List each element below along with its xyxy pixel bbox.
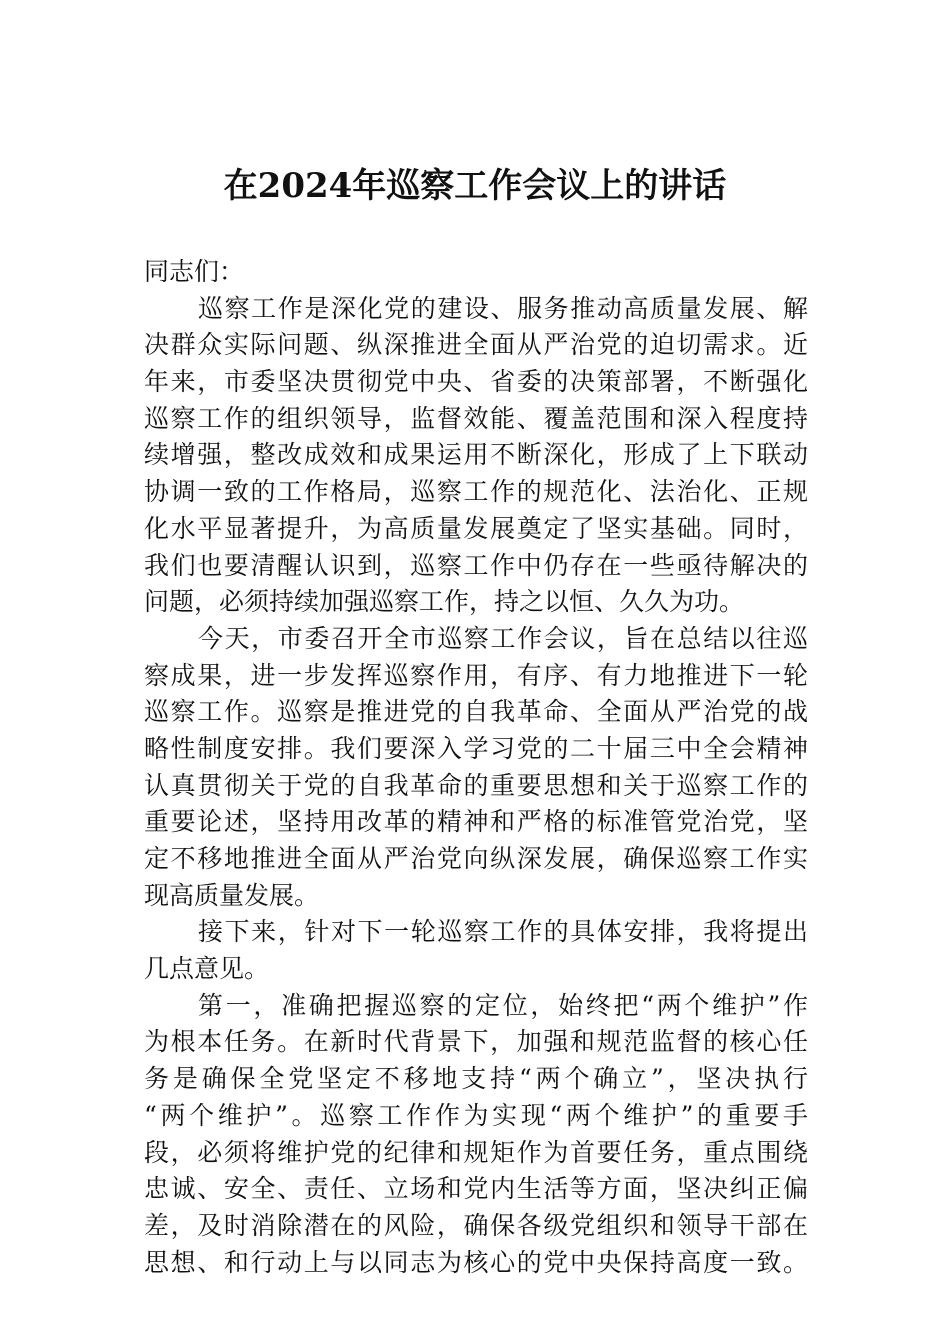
- paragraph-1-line: 巡察工作是深化党的建设、服务推动高质量发展、解: [198, 293, 808, 323]
- paragraph-1-line: 我们也要清醒认识到，巡察工作中仍存在一些亟待解决的: [144, 550, 808, 580]
- paragraph-2-line: 略性制度安排。我们要深入学习党的二十届三中全会精神: [144, 733, 808, 763]
- paragraph-2-line: 今天，市委召开全市巡察工作会议，旨在总结以往巡: [198, 623, 808, 653]
- document-body: [144, 254, 808, 1281]
- paragraph-2-line: 重要论述，坚持用改革的精神和严格的标准管党治党，坚: [144, 807, 808, 837]
- paragraph-2-line: 巡察工作。巡察是推进党的自我革命、全面从严治党的战: [144, 697, 808, 727]
- document-title: 在2024年巡察工作会议上的讲话: [223, 166, 727, 206]
- paragraph-4-line: 第一，准确把握巡察的定位，始终把“两个维护”作: [198, 990, 808, 1020]
- paragraph-4-line: 差，及时消除潜在的风险，确保各级党组织和领导干部在: [144, 1210, 808, 1240]
- paragraph-4-line: 忠诚、安全、责任、立场和党内生活等方面，坚决纠正偏: [144, 1174, 808, 1204]
- paragraph-4-line: “两个维护”。巡察工作作为实现“两个维护”的重要手: [144, 1100, 808, 1130]
- paragraph-1-line: 决群众实际问题、纵深推进全面从严治党的迫切需求。近: [144, 330, 808, 360]
- paragraph-4-line: 为根本任务。在新时代背景下，加强和规范监督的核心任: [144, 1027, 808, 1057]
- paragraph-2-line: 定不移地推进全面从严治党向纵深发展，确保巡察工作实: [144, 844, 808, 873]
- paragraph-2-line: 认真贯彻关于党的自我革命的重要思想和关于巡察工作的: [144, 770, 808, 800]
- paragraph-1-line: 化水平显著提升，为高质量发展奠定了坚实基础。同时，: [144, 513, 808, 543]
- paragraph-2-line: 现高质量发展。: [144, 880, 320, 910]
- paragraph-3-line: 接下来，针对下一轮巡察工作的具体安排，我将提出: [198, 917, 808, 947]
- paragraph-3-line: 几点意见。: [144, 954, 270, 984]
- paragraph-1-line: 续增强，整改成效和成果运用不断深化，形成了上下联动: [144, 440, 808, 470]
- paragraph-1-line: 年来，市委坚决贯彻党中央、省委的决策部署，不断强化: [144, 367, 808, 397]
- salutation: 同志们：: [144, 257, 245, 286]
- paragraph-4-line: 思想、和行动上与以同志为核心的党中央保持高度一致。: [144, 1247, 808, 1277]
- paragraph-1-line: 巡察工作的组织领导，监督效能、覆盖范围和深入程度持: [144, 403, 808, 433]
- paragraph-4-line: 段，必须将维护党的纪律和规矩作为首要任务，重点围绕: [144, 1137, 808, 1167]
- paragraph-1-line: 问题，必须持续加强巡察工作，持之以恒、久久为功。: [144, 587, 745, 617]
- paragraph-1-line: 协调一致的工作格局，巡察工作的规范化、法治化、正规: [144, 477, 808, 507]
- paragraph-4-line: 务是确保全党坚定不移地支持“两个确立”，坚决执行: [144, 1064, 808, 1094]
- paragraph-2-line: 察成果，进一步发挥巡察作用，有序、有力地推进下一轮: [144, 660, 808, 690]
